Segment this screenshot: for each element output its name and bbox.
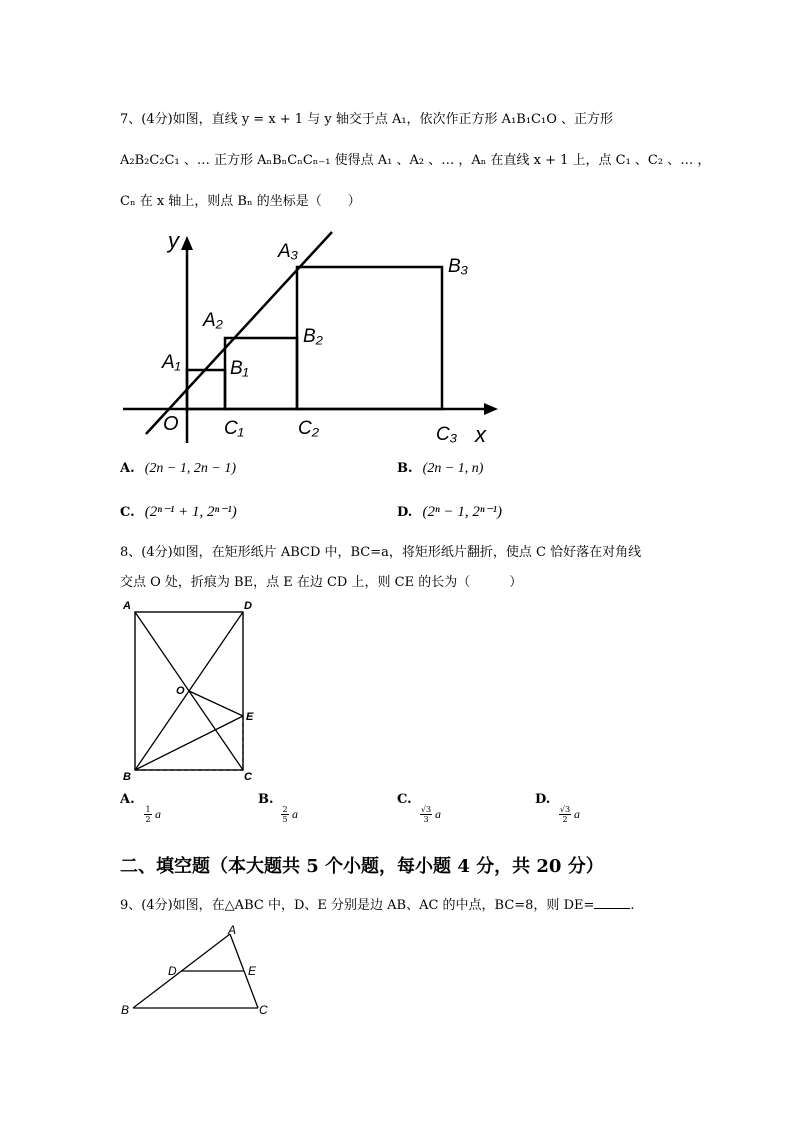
q7-option-a-text: (2n − 1, 2n − 1)	[144, 461, 236, 476]
q7-option-b[interactable]	[397, 461, 483, 477]
q8-option-b-value	[281, 805, 298, 824]
q7-option-c[interactable]	[120, 502, 237, 521]
q7-line-2: A₂B₂C₂C₁ 、… 正方形 AₙBₙCₙCₙ₋₁ 使得点 A₁ 、A₂ 、… ，Aₙ 在直线 x + 1 上，点 C₁ 、C₂ 、… ，	[120, 153, 711, 168]
q8-option-c-var: a	[435, 807, 441, 821]
q9-line	[120, 894, 635, 913]
q8-option-c[interactable]	[397, 792, 412, 807]
q8-label-d: D	[244, 600, 252, 612]
q7-option-c-text: (2ⁿ⁻¹ + 1, 2ⁿ⁻¹)	[144, 504, 237, 520]
q7-option-d-letter: D.	[397, 505, 413, 520]
q7-option-a[interactable]	[120, 461, 236, 477]
q7-line-1: 7、(4分)如图，直线 y = x + 1 与 y 轴交于点 A₁，依次作正方形 A₁B₁C₁O 、正方形	[120, 112, 613, 127]
q9-figure	[118, 922, 278, 1022]
q7-label-y: y	[168, 228, 179, 253]
q7-option-c-letter: C.	[120, 505, 135, 520]
q8-option-b-den: 5	[282, 815, 288, 824]
q8-option-c-num: √3	[420, 805, 432, 814]
q8-option-a-letter: A.	[120, 792, 135, 807]
q7-label-c2: C₂	[298, 418, 319, 439]
q7-label-b2: B₂	[303, 326, 323, 347]
q8-option-b[interactable]	[258, 792, 274, 807]
q8-option-a-value	[144, 805, 161, 824]
q7-label-c1: C₁	[224, 418, 244, 439]
q7-option-a-letter: A.	[120, 461, 135, 476]
q8-option-a-num: 1	[145, 805, 151, 814]
q7-option-d[interactable]	[397, 502, 502, 521]
q8-figure	[118, 596, 268, 786]
q7-label-o: O	[163, 413, 179, 435]
q8-option-a-var: a	[155, 807, 161, 821]
q8-option-b-letter: B.	[258, 792, 274, 807]
q8-option-d-den: 2	[562, 815, 568, 824]
q8-option-c-den: 3	[423, 815, 429, 824]
q8-option-d[interactable]	[535, 792, 550, 807]
q8-option-d-value	[559, 805, 580, 824]
q8-line-1: 8、(4分)如图，在矩形纸片 ABCD 中，BC=a，将矩形纸片翻折，使点 C 恰好落在对角线	[120, 545, 642, 560]
q8-fold-be	[135, 716, 243, 770]
section-2-title: 二、填空题（本大题共 5 个小题，每小题 4 分，共 20 分）	[120, 856, 604, 877]
q7-y-arrow	[181, 236, 193, 250]
q7-label-b1: B₁	[230, 358, 249, 379]
q7-label-a3: A₃	[278, 241, 299, 262]
q7-x-arrow	[484, 403, 498, 415]
q8-option-d-num: √3	[559, 805, 571, 814]
q9-label-d: D	[168, 964, 177, 978]
q8-label-e: E	[246, 711, 254, 723]
q9-text: 9、(4分)如图，在△ABC 中，D、E 分别是边 AB、AC 的中点，BC=8，则 DE=	[120, 898, 595, 913]
q7-label-a2: A₂	[203, 310, 223, 331]
q8-option-d-letter: D.	[535, 792, 551, 807]
q7-line-3: Cₙ 在 x 轴上，则点 Bₙ 的坐标是（ ）	[120, 194, 361, 209]
q8-option-c-value	[420, 805, 441, 824]
q8-option-c-letter: C.	[397, 792, 412, 807]
q8-option-d-var: a	[574, 807, 580, 821]
q8-label-o: O	[176, 685, 185, 697]
q8-label-b: B	[123, 771, 131, 783]
q9-label-c: C	[259, 1003, 268, 1017]
q8-option-b-num: 2	[282, 805, 288, 814]
q7-square-1	[187, 370, 225, 409]
q7-label-x: x	[475, 422, 486, 447]
q7-option-b-letter: B.	[397, 461, 413, 476]
q8-option-a-den: 2	[145, 815, 151, 824]
q7-figure	[118, 228, 508, 450]
q8-option-a[interactable]	[120, 792, 135, 807]
q7-label-a1: A₁	[162, 352, 181, 373]
q7-label-b3: B₃	[448, 256, 469, 277]
q8-label-c: C	[244, 771, 252, 783]
q9-answer-blank[interactable]	[594, 897, 630, 909]
q7-label-c3: C₃	[436, 424, 458, 445]
q9-label-a: A	[228, 923, 237, 937]
q9-label-e: E	[248, 964, 257, 978]
q7-option-b-text: (2n − 1, n)	[422, 461, 484, 476]
q9-label-b: B	[121, 1003, 130, 1017]
q8-label-a: A	[123, 600, 131, 612]
q8-line-2: 交点 O 处，折痕为 BE，点 E 在边 CD 上，则 CE 的长为（ ）	[120, 575, 523, 590]
q7-option-d-text: (2ⁿ − 1, 2ⁿ⁻¹)	[422, 504, 502, 520]
q8-option-b-var: a	[292, 807, 298, 821]
q9-end: .	[630, 898, 635, 913]
